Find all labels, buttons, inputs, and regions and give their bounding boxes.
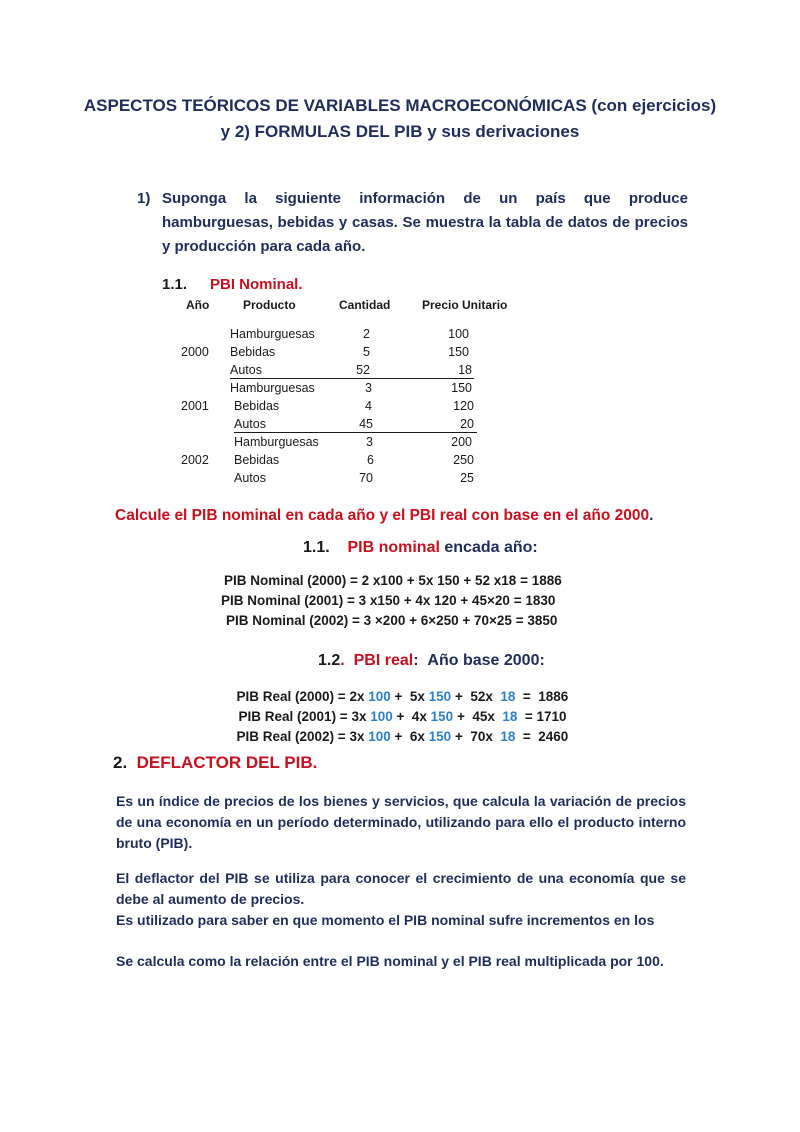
table-header-price: Precio Unitario xyxy=(422,298,508,312)
real-eq-mid: + 4x xyxy=(392,709,431,724)
real-eq-tail: = 2460 xyxy=(515,729,569,744)
table-cell-qty: 45 xyxy=(359,417,373,431)
paragraph-usage-2: Es utilizado para saber en que momento el PIB nominal sufre incrementos en los xyxy=(116,912,655,928)
table-cell-qty: 52 xyxy=(356,363,370,377)
table-heading-label: PBI Nominal. xyxy=(210,276,303,293)
real-heading-colon: : xyxy=(413,652,419,669)
table-cell-price: 250 xyxy=(453,453,474,467)
table-cell-year: 2000 xyxy=(181,345,209,359)
table-cell-product: Hamburguesas xyxy=(230,381,315,395)
section-2-label: DEFLACTOR DEL PIB. xyxy=(136,753,318,772)
intro-text: Suponga la siguiente información de un país que produce hamburguesas, bebidas y casas. Se muestra la tabla de datos de precios y producción para cada año. xyxy=(162,190,688,255)
real-eq-mid: + 70x xyxy=(451,729,501,744)
table-cell-year: 2002 xyxy=(181,453,209,467)
table-cell-product: Bebidas xyxy=(234,453,280,467)
nominal-equation-2002: PIB Nominal (2002) = 3 ×200 + 6×250 + 70×25 = 3850 xyxy=(226,613,558,628)
nominal-heading-rest: encada año: xyxy=(444,539,538,556)
table-cell-qty: 3 xyxy=(366,435,373,449)
real-heading-rest: Año base 2000: xyxy=(427,652,545,669)
paragraph-formula: Se calcula como la relación entre el PIB nominal y el PIB real multiplicada por 100. xyxy=(116,953,664,969)
table-divider xyxy=(234,432,477,433)
table-cell-product: Bebidas xyxy=(230,345,276,359)
real-eq-base-price: 150 xyxy=(430,709,454,724)
real-heading xyxy=(318,652,545,670)
section-2-number: 2. xyxy=(113,753,128,772)
real-eq-base-price: 100 xyxy=(368,729,391,744)
real-eq-lead: PIB Real (2000) = 2x xyxy=(236,689,369,704)
real-eq-mid: + 45x xyxy=(453,709,503,724)
real-eq-base-price: 150 xyxy=(428,729,452,744)
table-cell-qty: 4 xyxy=(365,399,372,413)
real-heading-red: PBI real xyxy=(353,652,414,669)
table-cell-product: Autos xyxy=(230,363,262,377)
paragraph-usage: El deflactor del PIB se utiliza para conocer el crecimiento de una economía que se debe al aumento de precios. xyxy=(116,870,686,907)
document-title-line2: y 2) FORMULAS DEL PIB y sus derivaciones xyxy=(220,122,580,141)
nominal-equation-2000: PIB Nominal (2000) = 2 x100 + 5x 150 + 52 x18 = 1886 xyxy=(224,573,562,588)
real-eq-mid: + 6x xyxy=(390,729,429,744)
table-cell-price: 150 xyxy=(451,381,472,395)
calc-instruction xyxy=(115,507,653,525)
section-2-heading xyxy=(113,753,317,773)
table-cell-price: 120 xyxy=(453,399,474,413)
table-cell-qty: 70 xyxy=(359,471,373,485)
real-eq-base-price: 150 xyxy=(428,689,452,704)
real-eq-tail: = 1710 xyxy=(517,709,567,724)
nominal-heading-number: 1.1. xyxy=(303,539,330,556)
table-cell-qty: 3 xyxy=(365,381,372,395)
real-eq-base-price: 18 xyxy=(500,729,516,744)
calc-instruction-period: . xyxy=(649,507,654,524)
real-eq-base-price: 18 xyxy=(502,709,518,724)
table-cell-product: Hamburguesas xyxy=(234,435,319,449)
calc-instruction-text: Calcule el PIB nominal en cada año y el PBI real con base en el año 2000 xyxy=(115,507,650,524)
real-eq-base-price: 100 xyxy=(368,689,391,704)
real-eq-lead: PIB Real (2002) = 3x xyxy=(236,729,369,744)
table-cell-price: 25 xyxy=(460,471,474,485)
table-header-product: Producto xyxy=(243,298,296,312)
real-eq-mid: + 52x xyxy=(451,689,501,704)
table-cell-price: 100 xyxy=(448,327,469,341)
real-heading-number: 1.2 xyxy=(318,652,341,669)
table-heading-number: 1.1. xyxy=(162,276,188,293)
nominal-equation-2001: PIB Nominal (2001) = 3 x150 + 4x 120 + 45×20 = 1830 xyxy=(221,593,556,608)
table-cell-product: Autos xyxy=(234,417,266,431)
table-cell-qty: 2 xyxy=(363,327,370,341)
nominal-heading-red: PIB nominal xyxy=(347,539,440,556)
real-eq-base-price: 18 xyxy=(500,689,516,704)
table-cell-year: 2001 xyxy=(181,399,209,413)
real-equation-2002 xyxy=(229,714,568,744)
real-eq-base-price: 100 xyxy=(370,709,393,724)
table-cell-qty: 5 xyxy=(363,345,370,359)
table-cell-product: Bebidas xyxy=(234,399,280,413)
table-cell-price: 18 xyxy=(458,363,472,377)
table-header-quantity: Cantidad xyxy=(339,298,391,312)
table-cell-price: 200 xyxy=(451,435,472,449)
table-cell-qty: 6 xyxy=(367,453,374,467)
table-cell-product: Hamburguesas xyxy=(230,327,315,341)
table-cell-price: 150 xyxy=(448,345,469,359)
real-eq-mid: + 5x xyxy=(390,689,429,704)
real-eq-lead: PIB Real (2001) = 3x xyxy=(238,709,371,724)
table-cell-product: Autos xyxy=(234,471,266,485)
table-divider xyxy=(230,378,474,379)
real-eq-tail: = 1886 xyxy=(515,689,569,704)
intro-number: 1) xyxy=(137,190,151,207)
paragraph-definition: Es un índice de precios de los bienes y servicios, que calcula la variación de precios de una economía en un período determinado, utilizando para ello el producto interno bruto (PIB). xyxy=(116,793,686,851)
nominal-heading xyxy=(303,539,538,557)
table-cell-price: 20 xyxy=(460,417,474,431)
table-header-year: Año xyxy=(186,298,210,312)
document-title-line1: ASPECTOS TEÓRICOS DE VARIABLES MACROECONÓMICAS (con ejercicios) xyxy=(83,96,717,115)
real-heading-dot: . xyxy=(340,652,345,669)
